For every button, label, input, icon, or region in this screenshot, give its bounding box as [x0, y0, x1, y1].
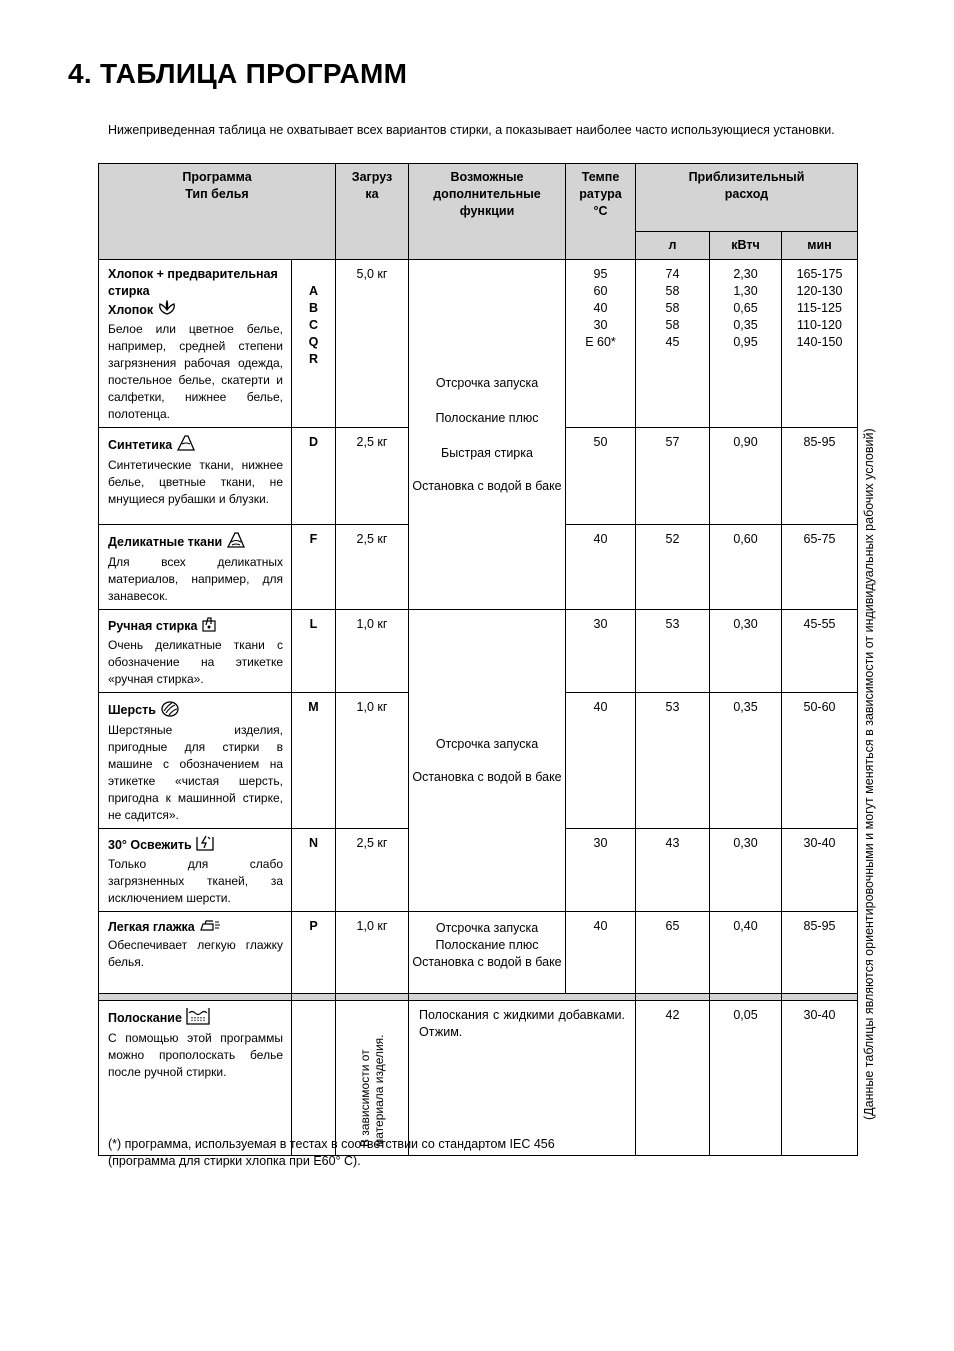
kwh-values: 2,30 1,30 0,65 0,35 0,95	[710, 260, 782, 428]
refresh-icon	[196, 835, 214, 856]
program-delicate: Деликатные ткани Для всех деликатных материалов, например, для занавесок.	[99, 525, 292, 610]
load-value: 1,0 кг	[336, 693, 409, 829]
minutes-value: 30-40	[782, 1001, 858, 1156]
program-letter: F	[292, 525, 336, 610]
delicate-bucket-icon	[226, 531, 246, 554]
minutes-value: 85-95	[782, 912, 858, 994]
table-row	[99, 912, 858, 994]
program-synthetic: Синтетика Синтетические ткани, нижнее белье, цветные ткани, не мнущиеся рубашки и блузки.	[99, 428, 292, 525]
program-letter: D	[292, 428, 336, 525]
program-letter: M	[292, 693, 336, 829]
program-letter: L	[292, 610, 336, 693]
header-load: Загруз ка	[336, 164, 409, 260]
load-vertical-text: В зависимости от материала изделия.	[358, 1034, 386, 1147]
program-hand-wash: Ручная стирка Очень деликатные ткани с обозначение на этикетке «ручная стирка».	[99, 610, 292, 693]
program-wool: Шерсть Шерстяные изделия, пригодные для стирки в машине с обозначением на этикетке «чистая шерсть, пригодна к машинной стирке, не садится».	[99, 693, 292, 829]
kwh-value: 0,30	[710, 829, 782, 912]
rinse-icon	[186, 1007, 210, 1030]
liters-value: 42	[636, 1001, 710, 1156]
minutes-value: 85-95	[782, 428, 858, 525]
minutes-value: 30-40	[782, 829, 858, 912]
wool-icon	[160, 699, 180, 722]
program-cotton: Хлопок + предварительная стирка Хлопок Белое или цветное белье, например, средней степени загрязнения рабочая одежда, постельное белье, скатерти и салфетки, нижнее белье, полотенца.	[99, 260, 292, 428]
options-group-2: Отсрочка запуска Остановка с водой в баке	[409, 610, 566, 912]
temperature-value: 30	[566, 610, 636, 693]
minutes-value: 65-75	[782, 525, 858, 610]
liters-value: 52	[636, 525, 710, 610]
program-letter: N	[292, 829, 336, 912]
header-program: Программа Тип белья	[99, 164, 336, 260]
temperature-value: 40	[566, 525, 636, 610]
header-temperature: Темпе ратура °C	[566, 164, 636, 260]
program-refresh: 30° Освежить Только для слабо загрязненных тканей, за исключением шерсти.	[99, 829, 292, 912]
hand-wash-icon	[201, 616, 217, 637]
temperature-value: 50	[566, 428, 636, 525]
liters-value: 53	[636, 693, 710, 829]
header-consumption: Приблизительный расход	[636, 164, 858, 232]
page-title: 4. ТАБЛИЦА ПРОГРАММ	[68, 58, 408, 89]
program-letter: P	[292, 912, 336, 994]
load-vertical-cell	[336, 1001, 409, 1156]
header-minutes: мин	[782, 232, 858, 260]
program-letters: A B C Q R	[292, 260, 336, 428]
program-table	[98, 163, 858, 1156]
table-row	[99, 610, 858, 693]
intro-text: Нижеприведенная таблица не охватывает всех вариантов стирки, а показывает наиболее часто использующиеся установки.	[108, 123, 835, 137]
liters-values: 74 58 58 58 45	[636, 260, 710, 428]
kwh-value: 0,60	[710, 525, 782, 610]
kwh-value: 0,30	[710, 610, 782, 693]
kwh-value: 0,90	[710, 428, 782, 525]
temperature-value: 40	[566, 693, 636, 829]
table-row	[99, 1001, 858, 1156]
table-row	[99, 260, 858, 428]
options-easy-iron: Отсрочка запуска Полоскание плюс Остановка с водой в баке	[409, 912, 566, 994]
kwh-value: 0,40	[710, 912, 782, 994]
liters-value: 53	[636, 610, 710, 693]
temperature-values: 95 60 40 30 E 60*	[566, 260, 636, 428]
load-value: 1,0 кг	[336, 912, 409, 994]
load-value: 2,5 кг	[336, 428, 409, 525]
cotton-flower-icon	[157, 300, 177, 321]
load-value: 5,0 кг	[336, 260, 409, 428]
table-separator	[99, 994, 858, 1001]
program-easy-iron: Легкая глажка Обеспечивает легкую глажку белья.	[99, 912, 292, 994]
minutes-value: 45-55	[782, 610, 858, 693]
temperature-value: 30	[566, 829, 636, 912]
side-note: (Данные таблицы являются ориентировочными и могут меняться в зависимости от индивидуальных рабочих условий)	[862, 428, 876, 1120]
program-rinse: Полоскание С помощью этой программы можно прополоскать белье после ручной стирки.	[99, 1001, 292, 1156]
kwh-value: 0,05	[710, 1001, 782, 1156]
minutes-value: 50-60	[782, 693, 858, 829]
header-options: Возможные дополнительные функции	[409, 164, 566, 260]
load-value: 2,5 кг	[336, 525, 409, 610]
iron-icon	[199, 918, 221, 937]
liters-value: 65	[636, 912, 710, 994]
liters-value: 43	[636, 829, 710, 912]
options-rinse: Полоскания с жидкими добавками. Отжим.	[409, 1001, 636, 1156]
load-value: 2,5 кг	[336, 829, 409, 912]
footnote: (*) программа, используемая в тестах в соответствии со стандартом IEC 456 (программа для стирки хлопка при E60° C).	[108, 1137, 555, 1168]
program-letter-empty	[292, 1001, 336, 1156]
options-group-1: Отсрочка запуска Полоскание плюс Быстрая стирка Остановка с водой в баке	[409, 260, 566, 610]
load-value: 1,0 кг	[336, 610, 409, 693]
liters-value: 57	[636, 428, 710, 525]
minutes-values: 165-175 120-130 115-125 110-120 140-150	[782, 260, 858, 428]
kwh-value: 0,35	[710, 693, 782, 829]
header-kwh: кВтч	[710, 232, 782, 260]
temperature-value: 40	[566, 912, 636, 994]
header-liters: л	[636, 232, 710, 260]
synthetic-bucket-icon	[176, 434, 196, 457]
